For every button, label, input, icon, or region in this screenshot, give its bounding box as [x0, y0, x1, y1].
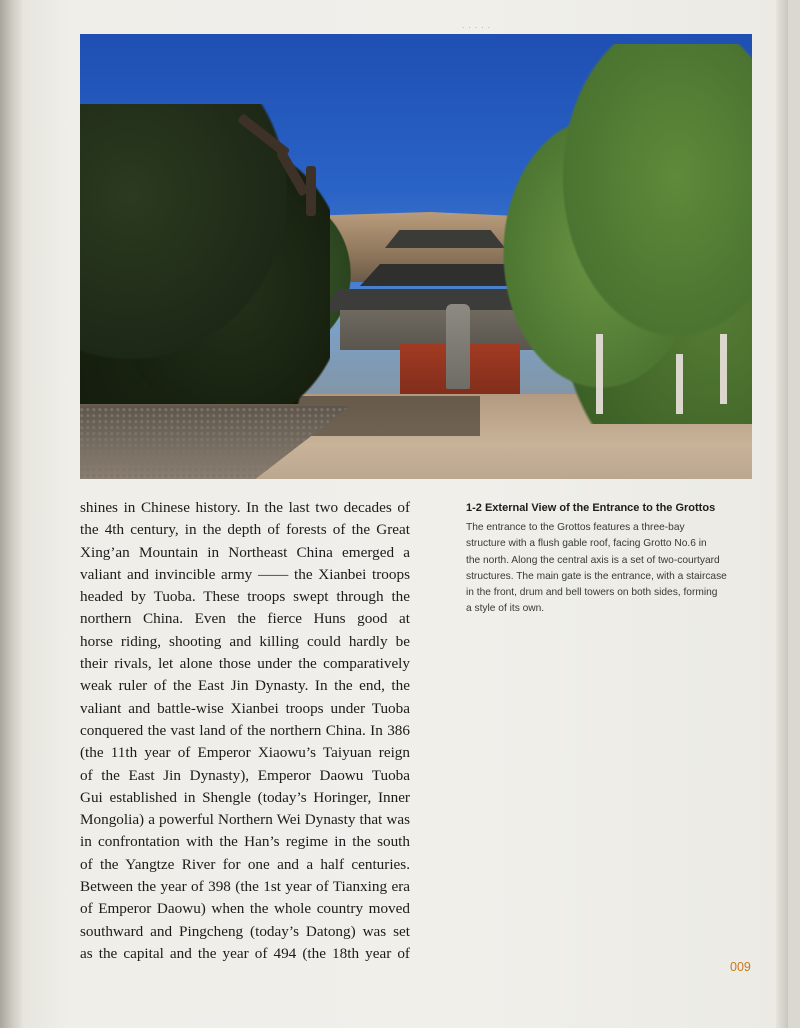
body-line: valiant and invincible army —— the Xianbei troops — [80, 565, 410, 583]
body-line: of the East Jin Dynasty), Emperor Daowu Tuoba — [80, 766, 410, 784]
photo-roof-top — [385, 230, 505, 248]
body-line: as the capital and the year of 494 (the 18th year of — [80, 944, 410, 962]
body-line: of the Yangtze River for one and a half centuries. — [80, 855, 410, 873]
photo-tree-trunk — [676, 354, 683, 414]
photo-dead-tree — [240, 106, 340, 226]
body-line: headed by Tuoba. These troops swept through the — [80, 588, 410, 606]
header-marks: · · · · · — [462, 24, 492, 32]
body-line: valiant and battle-wise Xianbei troops under Tuoba — [80, 699, 410, 717]
caption-line: a style of its own. — [466, 603, 545, 615]
body-line: the 4th century, in the depth of forests of the Great — [80, 521, 410, 539]
book-spine-shadow — [0, 0, 22, 1028]
body-line: in confrontation with the Han’s regime in the south — [80, 833, 410, 851]
body-line: of Emperor Daowu) when the whole country moved — [80, 900, 410, 918]
photo-tree-trunk — [596, 334, 603, 414]
body-line: horse riding, shooting and killing could hardly be — [80, 632, 410, 650]
body-line: their rivals, let alone those under the comparatively — [80, 655, 410, 673]
caption-line: structure with a flush gable roof, facing Grotto No.6 in — [466, 538, 707, 550]
caption-line: in the front, drum and bell towers on both sides, forming — [466, 587, 718, 599]
caption-line: the north. Along the central axis is a set of two-courtyard — [466, 554, 720, 566]
page-edge — [776, 0, 788, 1028]
body-text — [80, 497, 410, 965]
photo-trees-right — [500, 44, 752, 424]
caption-line: structures. The main gate is the entrance, with a staircase — [466, 570, 727, 582]
caption-line: The entrance to the Grottos features a three-bay — [466, 522, 685, 533]
body-line: conquered the vast land of the northern China. In 386 — [80, 721, 410, 739]
page-number: 009 — [730, 960, 751, 974]
body-line: shines in Chinese history. In the last two decades of — [80, 499, 410, 516]
body-line: weak ruler of the East Jin Dynasty. In the end, the — [80, 677, 410, 695]
body-line: Gui established in Shengle (today’s Horinger, Inner — [80, 788, 410, 806]
caption-body — [466, 520, 758, 618]
caption-title: 1-2 External View of the Entrance to the Grottos — [466, 502, 716, 514]
body-line: Xing’an Mountain in Northeast China emerged a — [80, 543, 410, 561]
photo-stone-lion — [446, 304, 470, 389]
body-line: Mongolia) a powerful Northern Wei Dynasty that was — [80, 811, 410, 829]
photo-caption — [466, 501, 758, 618]
body-line: Between the year of 398 (the 1st year of Tianxing era — [80, 878, 410, 896]
grotto-entrance-photo — [80, 34, 752, 479]
body-line: southward and Pingcheng (today’s Datong) was set — [80, 922, 410, 940]
body-line: northern China. Even the fierce Huns good at — [80, 610, 410, 628]
photo-tree-trunk — [720, 334, 727, 404]
body-line: (the 11th year of Emperor Xiaowu’s Taiyuan reign — [80, 744, 410, 762]
